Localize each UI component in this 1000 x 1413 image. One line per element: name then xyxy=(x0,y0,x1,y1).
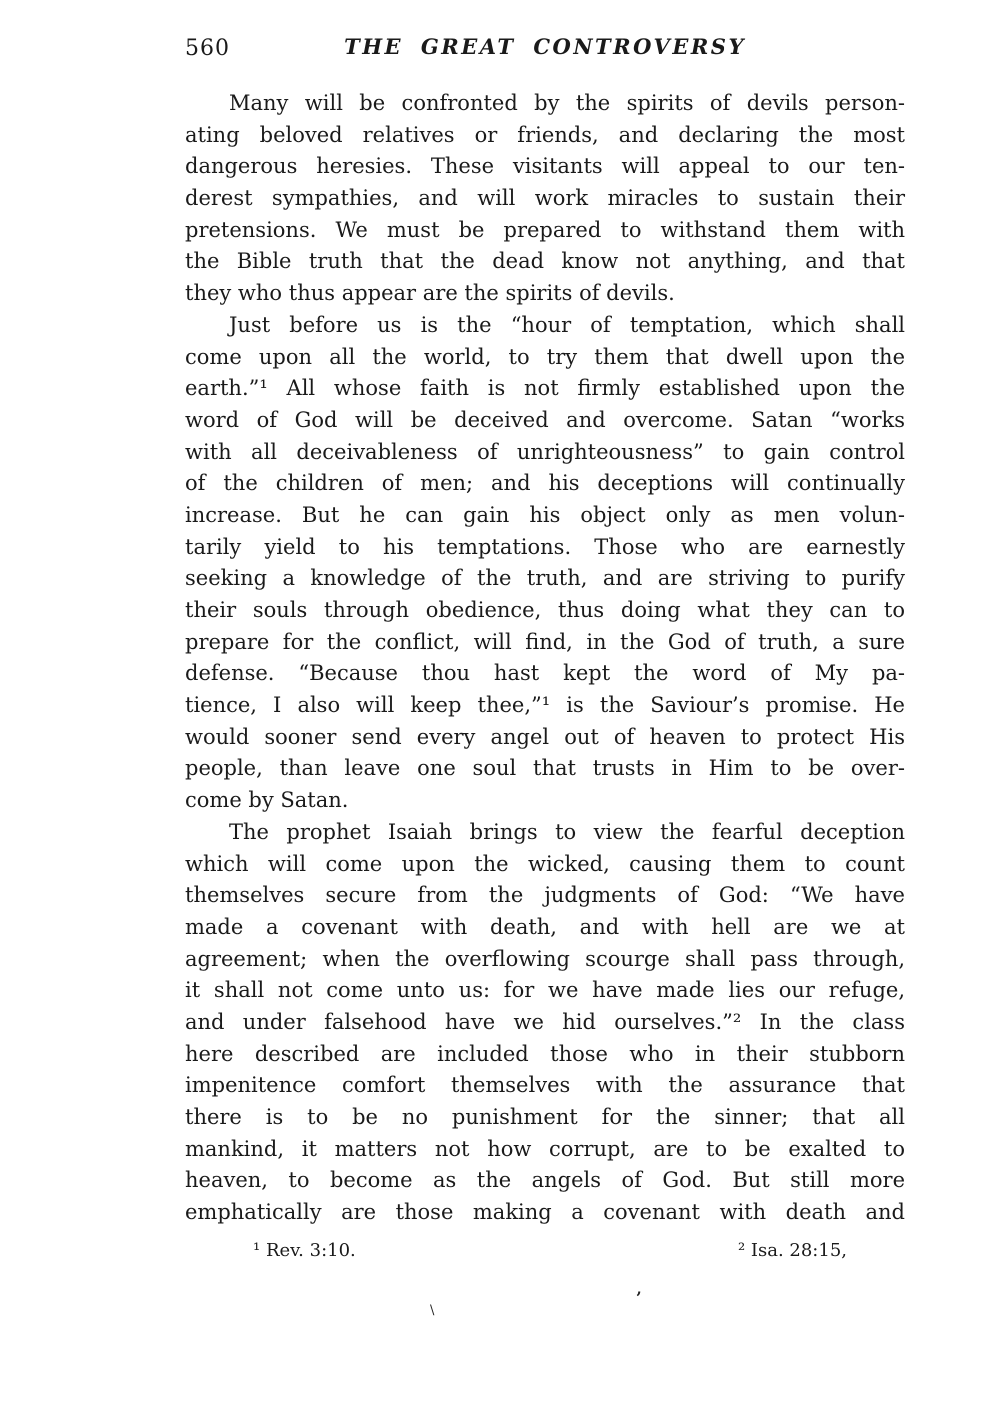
text-line: dangerous heresies. These visitants will appeal to our ten- xyxy=(185,154,905,179)
text-line: would sooner send every angel out of heaven to protect His xyxy=(185,724,905,749)
text-line: earth.”¹ All whose faith is not firmly established upon the xyxy=(185,376,905,401)
text-line: increase. But he can gain his object only as men volun- xyxy=(185,502,905,527)
text-line: come upon all the world, to try them that dwell upon the xyxy=(185,344,905,369)
footnotes xyxy=(185,1240,905,1261)
paragraph xyxy=(185,88,905,310)
text-line: emphatically are those making a covenant with death and xyxy=(185,1200,905,1225)
page-header xyxy=(185,34,905,64)
text-line: ating beloved relatives or friends, and declaring the most xyxy=(185,122,905,147)
text-line: of the children of men; and his deceptions will continually xyxy=(185,471,905,496)
text-line: Many will be confronted by the spirits of devils person- xyxy=(229,91,905,115)
text-line: tarily yield to his temptations. Those who are earnestly xyxy=(185,534,905,559)
footnote-1: ¹ Rev. 3:10. xyxy=(253,1240,356,1261)
text-line: here described are included those who in their stubborn xyxy=(185,1041,905,1066)
text-line: people, than leave one soul that trusts in Him to be over- xyxy=(185,756,905,781)
text-line: impenitence comfort themselves with the assurance that xyxy=(185,1073,905,1098)
text-line: heaven, to become as the angels of God. But still more xyxy=(185,1168,905,1193)
paragraph xyxy=(185,817,905,1229)
text-line: prepare for the conflict, will find, in the God of truth, a sure xyxy=(185,629,905,654)
text-line: with all deceivableness of unrighteousness” to gain control xyxy=(185,439,905,464)
text-line: word of God will be deceived and overcome. Satan “works xyxy=(185,407,905,432)
text-line: pretensions. We must be prepared to withstand them with xyxy=(185,217,905,242)
text-line: they who thus appear are the spirits of devils. xyxy=(185,281,675,306)
footnote-2: ² Isa. 28:15, xyxy=(737,1240,847,1261)
paragraph xyxy=(185,310,905,817)
scan-ink-speck-2: \ xyxy=(430,1303,435,1318)
text-line: there is to be no punishment for the sinner; that all xyxy=(185,1105,905,1129)
text-line: come by Satan. xyxy=(185,788,349,813)
text-line: tience, I also will keep thee,”¹ is the Saviour’s promise. He xyxy=(185,693,905,718)
text-line: and under falsehood have we hid ourselves.”² In the class xyxy=(185,1009,905,1034)
text-line: the Bible truth that the dead know not anything, and that xyxy=(185,249,905,274)
scan-ink-speck-1: ’ xyxy=(636,1288,642,1307)
text-line: themselves secure from the judgments of God: “We have xyxy=(185,883,905,908)
body-text xyxy=(185,88,905,1229)
text-line: their souls through obedience, thus doing what they can to xyxy=(185,598,905,622)
text-line: mankind, it matters not how corrupt, are to be exalted to xyxy=(185,1136,905,1161)
text-line: The prophet Isaiah brings to view the fearful deception xyxy=(229,819,905,844)
text-line: defense. “Because thou hast kept the word of My pa- xyxy=(185,661,905,686)
page-number: 560 xyxy=(185,36,230,61)
text-line: it shall not come unto us: for we have made lies our refuge, xyxy=(185,978,905,1003)
text-line: derest sympathies, and will work miracles to sustain their xyxy=(185,186,905,211)
text-line: which will come upon the wicked, causing them to count xyxy=(185,851,905,876)
text-line: agreement; when the overflowing scourge shall pass through, xyxy=(185,946,905,971)
text-line: made a covenant with death, and with hell are we at xyxy=(185,914,905,939)
text-line: seeking a knowledge of the truth, and are striving to purify xyxy=(185,566,905,591)
text-line: Just before us is the “hour of temptation, which shall xyxy=(229,312,905,337)
running-head: THE GREAT CONTROVERSY xyxy=(344,34,746,59)
